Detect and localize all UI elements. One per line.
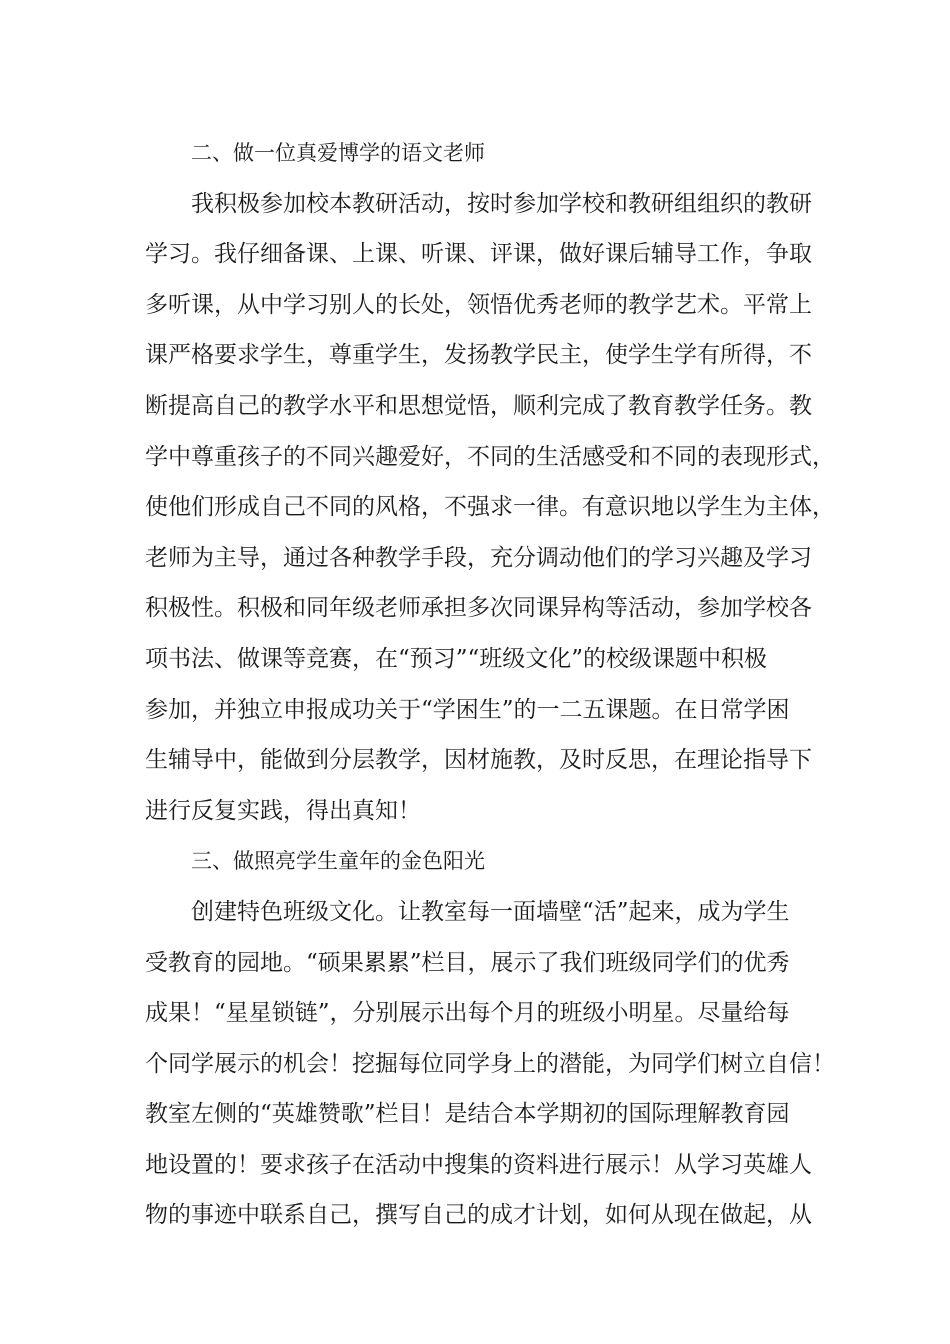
paragraph-line: 学习。我仔细备课、上课、听课、评课，做好课后辅导工作，争取 (145, 241, 812, 268)
paragraph-line: 教室左侧的“英雄赞歌”栏目！是结合本学期初的国际理解教育园 (145, 1101, 790, 1128)
paragraph-line: 个同学展示的机会！挖掘每位同学身上的潜能，为同学们树立自信！ (145, 1050, 835, 1077)
document-body (145, 128, 835, 1241)
section-3-heading: 三、做照亮学生童年的金色阳光 (191, 849, 485, 874)
paragraph-line: 地设置的！要求孩子在活动中搜集的资料进行展示！从学习英雄人 (145, 1151, 812, 1178)
paragraph-line: 受教育的园地。“硕果累累”栏目，展示了我们班级同学们的优秀 (145, 949, 790, 976)
paragraph-line: 物的事迹中联系自己，撰写自己的成才计划，如何从现在做起，从 (145, 1202, 812, 1229)
paragraph-line: 生辅导中，能做到分层教学，因材施教，及时反思，在理论指导下 (145, 747, 812, 774)
paragraph-line: 多听课，从中学习别人的长处，领悟优秀老师的教学艺术。平常上 (145, 291, 812, 318)
paragraph-line: 参加，并独立申报成功关于“学困生”的一二五课题。在日常学困 (145, 696, 790, 723)
section-2-heading: 二、做一位真爱博学的语文老师 (191, 141, 485, 165)
paragraph-line: 断提高自己的教学水平和思想觉悟，顺利完成了教育教学任务。教 (145, 392, 812, 419)
paragraph-line: 项书法、做课等竞赛，在“预习”“班级文化”的校级课题中积极 (145, 645, 768, 672)
paragraph-line: 使他们形成自己不同的风格，不强求一律。有意识地以学生为主体， (145, 494, 835, 521)
paragraph-line: 进行反复实践，得出真知！ (145, 797, 421, 824)
paragraph-line: 学中尊重孩子的不同兴趣爱好，不同的生活感受和不同的表现形式， (145, 443, 835, 470)
paragraph-line: 成果！“星星锁链”，分别展示出每个月的班级小明星。尽量给每 (145, 1000, 790, 1027)
paragraph-line: 课严格要求学生，尊重学生，发扬教学民主，使学生学有所得，不 (145, 342, 812, 369)
paragraph-line: 创建特色班级文化。让教室每一面墙壁“活”起来，成为学生 (191, 898, 790, 925)
paragraph-line: 积极性。积极和同年级老师承担多次同课异构等活动，参加学校各 (145, 595, 812, 622)
paragraph-line: 老师为主导，通过各种教学手段，充分调动他们的学习兴趣及学习 (145, 544, 812, 571)
paragraph-line: 我积极参加校本教研活动，按时参加学校和教研组组织的教研 (191, 190, 812, 217)
